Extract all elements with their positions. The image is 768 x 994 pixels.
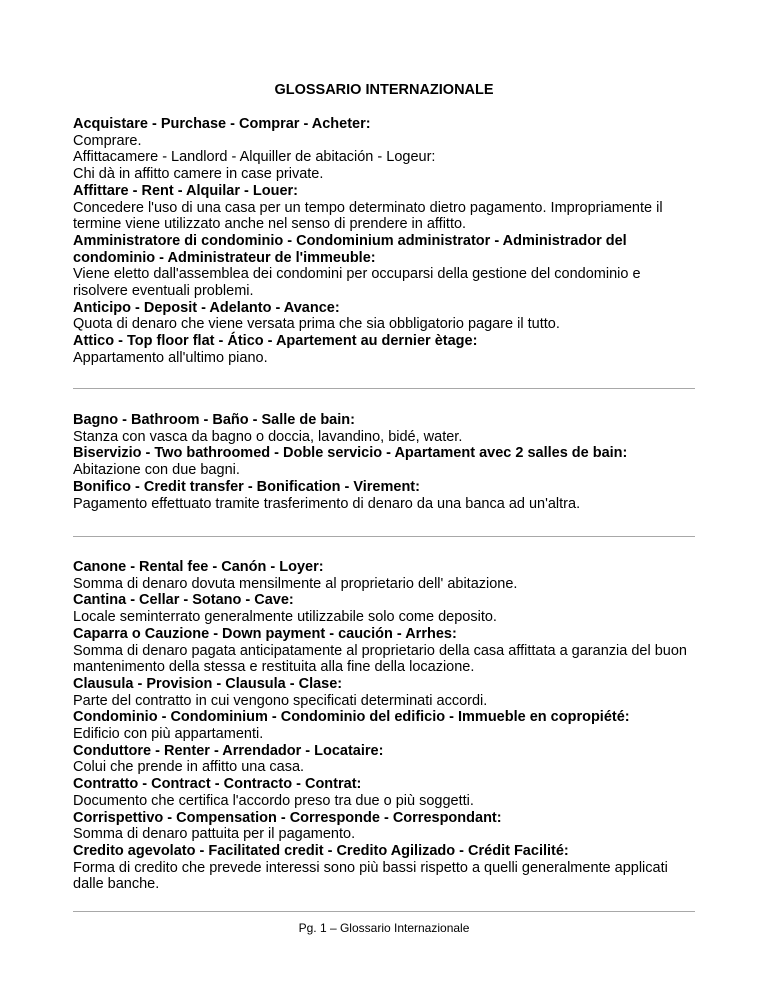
entry-term: Bagno - Bathroom - Baño - Salle de bain: bbox=[73, 412, 355, 428]
glossary-entry bbox=[73, 743, 695, 776]
entry-term: Bonifico - Credit transfer - Bonification - Virement: bbox=[73, 478, 420, 495]
entry-definition: Locale seminterrato generalmente utilizzabile solo come deposito. bbox=[73, 609, 497, 626]
section-divider bbox=[73, 388, 695, 389]
entry-definition: Somma di denaro pattuita per il pagamento. bbox=[73, 826, 356, 843]
entry-definition: Somma di denaro dovuta mensilmente al proprietario dell' abitazione. bbox=[73, 575, 518, 592]
page-title: GLOSSARIO INTERNAZIONALE bbox=[274, 82, 494, 98]
entry-definition: Edificio con più appartamenti. bbox=[73, 726, 264, 743]
entry-term: Corrispettivo - Compensation - Corresponde - Correspondant: bbox=[73, 809, 502, 826]
page-footer: Pg. 1 – Glossario Internazionale bbox=[298, 921, 470, 935]
glossary-entry bbox=[73, 559, 695, 592]
entry-term: Amministratore di condominio - Condominium administrator - Administrador del condominio - Administrateur de l'immeuble: bbox=[73, 232, 627, 266]
glossary-entry bbox=[73, 709, 695, 742]
glossary-section-b bbox=[73, 412, 695, 512]
glossary-entry bbox=[73, 333, 695, 366]
glossary-entry bbox=[73, 626, 695, 676]
entry-term: Caparra o Cauzione - Down payment - caución - Arrhes: bbox=[73, 625, 457, 642]
glossary-entry bbox=[73, 592, 695, 625]
entry-term: Credito agevolato - Facilitated credit - Credito Agilizado - Crédit Facilité: bbox=[73, 842, 569, 859]
glossary-entry bbox=[73, 776, 695, 809]
entry-term: Affittare - Rent - Alquilar - Louer: bbox=[73, 182, 299, 199]
glossary-entry bbox=[73, 300, 695, 333]
section-divider bbox=[73, 536, 695, 537]
entry-definition: Pagamento effettuato tramite trasferimento di denaro da una banca ad un'altra. bbox=[73, 495, 581, 512]
entry-definition: Parte del contratto in cui vengono specificati determinati accordi. bbox=[73, 692, 488, 709]
glossary-section-a bbox=[73, 116, 695, 367]
entry-definition: Colui che prende in affitto una casa. bbox=[73, 759, 305, 776]
entry-definition: Abitazione con due bagni. bbox=[73, 462, 240, 479]
entry-definition: Documento che certifica l'accordo preso tra due o più soggetti. bbox=[73, 792, 474, 809]
entry-definition: Stanza con vasca da bagno o doccia, lavandino, bidé, water. bbox=[73, 428, 463, 445]
glossary-entry bbox=[73, 810, 695, 843]
entry-definition: Quota di denaro che viene versata prima che sia obbligatorio pagare il tutto. bbox=[73, 316, 560, 333]
entry-term: Attico - Top floor flat - Ático - Apartement au dernier ètage: bbox=[73, 333, 478, 350]
entry-definition: Chi dà in affitto camere in case private. bbox=[73, 166, 324, 183]
entry-definition: Concedere l'uso di una casa per un tempo determinato dietro pagamento. Impropriamente il termine viene utilizzato anche nel senso di prendere in affitto. bbox=[73, 199, 663, 233]
footer-divider bbox=[73, 911, 695, 912]
glossary-entry bbox=[73, 843, 695, 893]
entry-term: Clausula - Provision - Clausula - Clase: bbox=[73, 675, 343, 692]
glossary-entry bbox=[73, 149, 695, 182]
glossary-entry bbox=[73, 412, 695, 445]
glossary-entry bbox=[73, 479, 695, 512]
entry-definition: Somma di denaro pagata anticipatamente al proprietario della casa affittata a garanzia del buon mantenimento della stessa e restituita alla fine della locazione. bbox=[73, 642, 687, 676]
entry-term: Biservizio - Two bathroomed - Doble servicio - Apartament avec 2 salles de bain: bbox=[73, 445, 628, 462]
glossary-entry bbox=[73, 116, 695, 149]
entry-term: Affittacamere - Landlord - Alquiller de abitación - Logeur: bbox=[73, 149, 436, 166]
entry-definition: Viene eletto dall'assemblea dei condomini per occuparsi della gestione del condominio e risolvere eventuali problemi. bbox=[73, 266, 641, 300]
entry-term: Conduttore - Renter - Arrendador - Locataire: bbox=[73, 742, 384, 759]
entry-term: Acquistare - Purchase - Comprar - Acheter: bbox=[73, 116, 371, 132]
glossary-entry bbox=[73, 183, 695, 233]
glossary-entry bbox=[73, 676, 695, 709]
glossary-entry bbox=[73, 445, 695, 478]
entry-term: Anticipo - Deposit - Adelanto - Avance: bbox=[73, 299, 340, 316]
entry-definition: Appartamento all'ultimo piano. bbox=[73, 349, 268, 366]
entry-term: Canone - Rental fee - Canón - Loyer: bbox=[73, 559, 324, 575]
entry-definition: Comprare. bbox=[73, 132, 142, 149]
entry-definition: Forma di credito che prevede interessi sono più bassi rispetto a quelli generalmente applicati dalle banche. bbox=[73, 859, 668, 893]
entry-term: Cantina - Cellar - Sotano - Cave: bbox=[73, 592, 294, 609]
glossary-entry bbox=[73, 233, 695, 300]
entry-term: Contratto - Contract - Contracto - Contrat: bbox=[73, 776, 362, 793]
glossary-section-c bbox=[73, 559, 695, 893]
entry-term: Condominio - Condominium - Condominio del edificio - Immueble en copropiété: bbox=[73, 709, 630, 726]
